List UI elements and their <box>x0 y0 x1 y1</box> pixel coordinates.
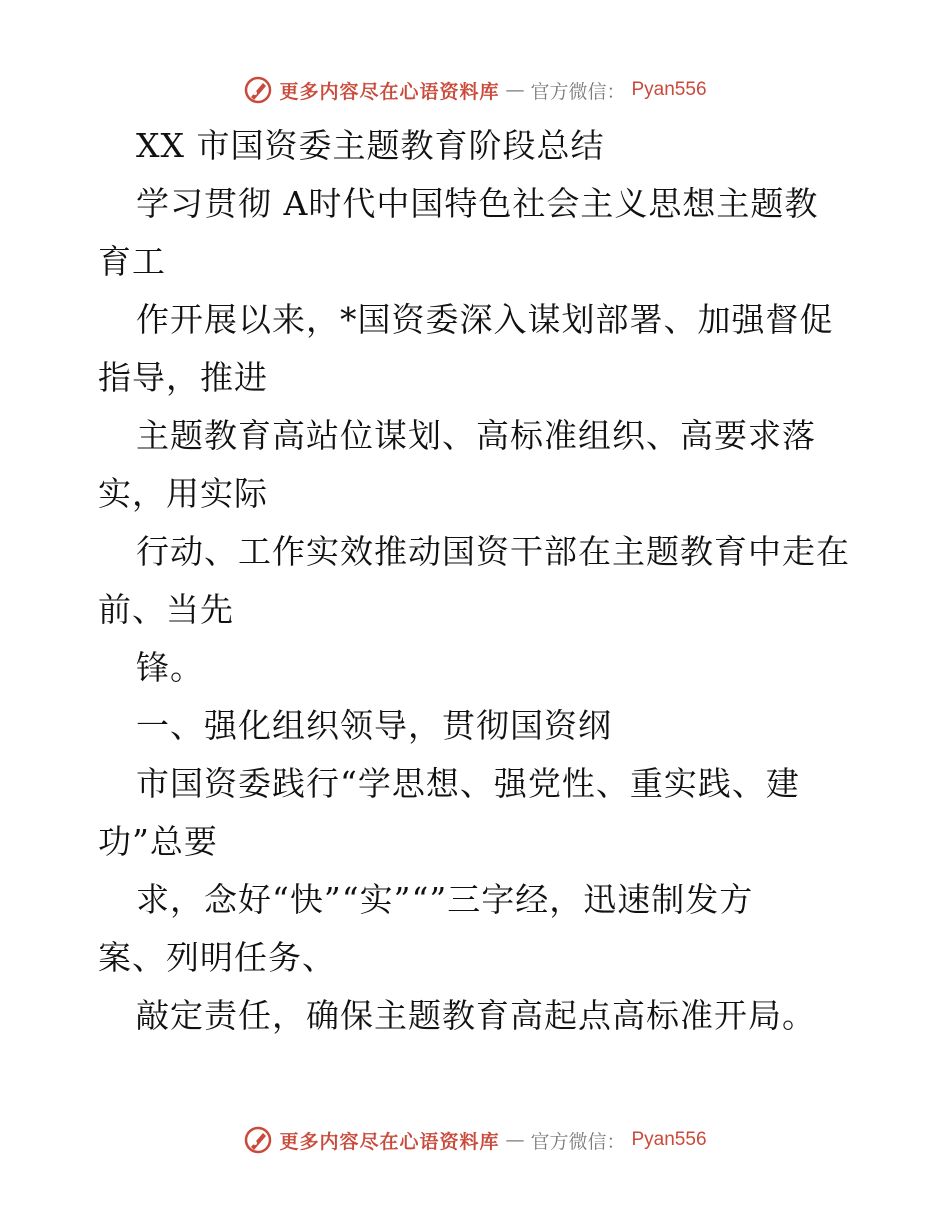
pen-logo-icon <box>243 75 273 105</box>
watermark-text: 更多内容尽在心语资料库 <box>279 1130 500 1153</box>
text-line: 实，用实际 <box>98 474 268 513</box>
text-line: 行动、工作实效推动国资干部在主题教育中走在 <box>136 532 850 571</box>
document-body <box>98 117 858 1045</box>
watermark-sub: 官方微信： <box>530 1130 626 1153</box>
text-line: 市国资委践行“学思想、强党性、重实践、建 <box>136 764 800 803</box>
watermark-inner <box>243 75 706 105</box>
text-line: 前、当先 <box>98 590 234 629</box>
watermark-dash: — <box>505 79 525 101</box>
text-line: 功”总要 <box>98 822 218 861</box>
text-line: 学习贯彻 A时代中国特色社会主义思想主题教 <box>136 184 819 223</box>
watermark-sub: 官方微信： <box>530 80 626 103</box>
watermark-inner <box>243 1125 706 1155</box>
text-line: 主题教育高站位谋划、高标准组织、高要求落 <box>136 416 816 455</box>
text-line: 求，念好“快”“实”“”三字经，迅速制发方 <box>136 880 754 919</box>
text-line: 锋。 <box>136 648 204 687</box>
text-line: 育工 <box>98 242 166 281</box>
watermark-banner-bottom <box>0 1120 950 1160</box>
text-line: 案、列明任务、 <box>98 938 336 977</box>
document-title: XX 市国资委主题教育阶段总结 <box>136 126 605 165</box>
watermark-banner-top <box>0 70 950 110</box>
watermark-text: 更多内容尽在心语资料库 <box>279 80 500 103</box>
watermark-dash: — <box>505 1129 525 1151</box>
watermark-id: Pyan556 <box>631 1129 707 1150</box>
pen-logo-icon <box>243 1125 273 1155</box>
text-line: 作开展以来，*国资委深入谋划部署、加强督促 <box>136 300 834 339</box>
text-line: 指导，推进 <box>98 358 268 397</box>
watermark-id: Pyan556 <box>631 79 707 100</box>
text-line: 敲定责任，确保主题教育高起点高标准开局。 <box>136 996 816 1035</box>
section-heading: 一、强化组织领导，贯彻国资纲 <box>136 706 612 745</box>
